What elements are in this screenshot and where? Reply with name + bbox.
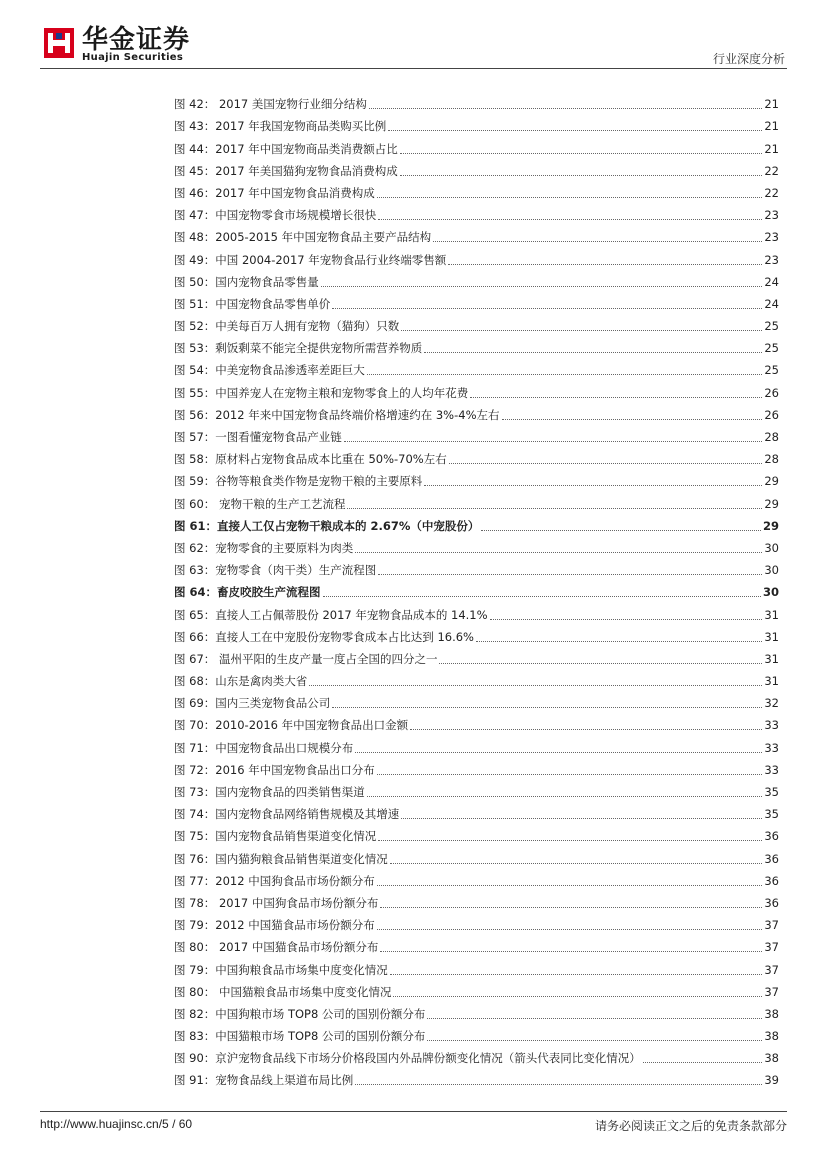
footer-rule bbox=[40, 1111, 787, 1112]
toc-entry-page: 31 bbox=[764, 629, 779, 644]
toc-entry[interactable] bbox=[174, 223, 779, 245]
toc-entry-page: 28 bbox=[764, 430, 779, 444]
toc-entry-page: 21 bbox=[764, 141, 779, 156]
toc-entry[interactable] bbox=[174, 955, 779, 977]
toc-entry-page: 23 bbox=[764, 208, 779, 223]
toc-dot-leader bbox=[367, 374, 763, 375]
toc-entry-label: 图 65：直接人工占佩蒂股份 2017 年宠物食品成本的 14.1% bbox=[174, 607, 488, 622]
toc-dot-leader bbox=[380, 951, 762, 952]
toc-entry-page: 38 bbox=[764, 1029, 779, 1044]
toc-entry-page: 24 bbox=[764, 274, 779, 289]
toc-entry-label: 图 46：2017 年中国宠物食品消费构成 bbox=[174, 185, 375, 200]
toc-dot-leader bbox=[380, 907, 762, 908]
toc-entry-label: 图 52：中美每百万人拥有宠物（猫狗）只数 bbox=[174, 319, 400, 334]
toc-entry-page: 26 bbox=[764, 407, 779, 422]
figure-index-list bbox=[174, 90, 779, 1088]
toc-entry-page: 38 bbox=[764, 1051, 779, 1066]
toc-dot-leader bbox=[427, 1040, 762, 1041]
toc-entry-page: 22 bbox=[764, 163, 779, 178]
toc-entry-page: 39 bbox=[764, 1073, 779, 1088]
brand-name-en: Huajin Securities bbox=[82, 52, 184, 63]
toc-dot-leader bbox=[369, 108, 762, 109]
toc-entry-page: 37 bbox=[764, 984, 779, 999]
toc-dot-leader bbox=[377, 929, 763, 930]
toc-entry-page: 37 bbox=[764, 940, 779, 955]
toc-entry-label: 图 73：国内宠物食品的四类销售渠道 bbox=[174, 785, 365, 799]
toc-entry[interactable] bbox=[174, 1066, 779, 1088]
toc-entry[interactable] bbox=[174, 179, 779, 201]
toc-entry-label: 图 66：直接人工在中宠股份宠物零食成本占比达到 16.6% bbox=[174, 629, 474, 644]
toc-entry[interactable] bbox=[174, 889, 779, 911]
toc-entry[interactable] bbox=[174, 401, 779, 423]
toc-entry-page: 37 bbox=[764, 918, 779, 933]
toc-entry[interactable] bbox=[174, 1044, 779, 1066]
header-rule bbox=[40, 68, 787, 69]
toc-entry[interactable] bbox=[174, 800, 779, 822]
toc-entry-page: 23 bbox=[764, 230, 779, 245]
toc-entry[interactable] bbox=[174, 822, 779, 844]
toc-entry-label: 图 43：2017 年我国宠物商品类购买比例 bbox=[174, 119, 387, 134]
toc-entry[interactable] bbox=[174, 600, 779, 622]
toc-dot-leader bbox=[355, 552, 762, 553]
toc-dot-leader bbox=[377, 885, 763, 886]
toc-entry[interactable] bbox=[174, 556, 779, 578]
toc-dot-leader bbox=[332, 308, 762, 309]
toc-entry-page: 26 bbox=[764, 385, 779, 400]
toc-dot-leader bbox=[378, 840, 762, 841]
toc-entry-label: 图 71：中国宠物食品出口规模分布 bbox=[174, 740, 354, 755]
toc-entry-page: 28 bbox=[764, 452, 779, 467]
toc-dot-leader bbox=[427, 1018, 762, 1019]
toc-entry-label: 图 90：京沪宠物食品线下市场分价格段国内外品牌份额变化情况（箭头代表同比变化情况） bbox=[174, 1051, 641, 1066]
toc-entry[interactable] bbox=[174, 689, 779, 711]
toc-entry-label: 图 78： 2017 中国狗食品市场份额分布 bbox=[174, 895, 379, 910]
toc-entry-page: 25 bbox=[764, 341, 779, 356]
toc-entry-label: 图 75：国内宠物食品销售渠道变化情况 bbox=[174, 829, 377, 844]
toc-entry-label: 图 68：山东是禽肉类大省 bbox=[174, 674, 308, 689]
toc-dot-leader bbox=[400, 175, 763, 176]
toc-dot-leader bbox=[481, 530, 761, 531]
toc-dot-leader bbox=[410, 729, 762, 730]
toc-entry-page: 21 bbox=[764, 119, 779, 134]
toc-dot-leader bbox=[401, 818, 762, 819]
toc-entry-label: 图 58：原材料占宠物食品成本比重在 50%-70%左右 bbox=[174, 452, 447, 467]
toc-entry-page: 31 bbox=[764, 651, 779, 666]
toc-entry-label: 图 80： 2017 中国猫食品市场份额分布 bbox=[174, 940, 379, 955]
toc-entry[interactable] bbox=[174, 445, 779, 467]
toc-entry-page: 33 bbox=[764, 740, 779, 755]
toc-dot-leader bbox=[378, 219, 762, 220]
toc-entry-page: 25 bbox=[764, 319, 779, 334]
toc-dot-leader bbox=[424, 485, 762, 486]
toc-entry-label: 图 82：中国狗粮市场 TOP8 公司的国别份额分布 bbox=[174, 1006, 426, 1021]
toc-dot-leader bbox=[344, 441, 763, 442]
toc-entry-label: 图 80： 中国猫粮食品市场集中度变化情况 bbox=[174, 984, 392, 999]
toc-entry-label: 图 45：2017 年美国猫狗宠物食品消费构成 bbox=[174, 163, 398, 178]
toc-entry-label: 图 63：宠物零食（肉干类）生产流程图 bbox=[174, 563, 377, 578]
toc-dot-leader bbox=[390, 974, 763, 975]
toc-entry-page: 30 bbox=[764, 563, 779, 578]
toc-entry[interactable] bbox=[174, 312, 779, 334]
footer-url-page-number[interactable]: http://www.huajinsc.cn/5 / 60 bbox=[40, 1117, 193, 1131]
toc-entry-label: 图 79：中国狗粮食品市场集中度变化情况 bbox=[174, 962, 388, 977]
toc-entry-label: 图 79：2012 中国猫食品市场份额分布 bbox=[174, 918, 375, 933]
toc-entry-page: 36 bbox=[764, 829, 779, 844]
page-header bbox=[40, 24, 787, 68]
toc-entry-label: 图 54：中美宠物食品渗透率差距巨大 bbox=[174, 363, 365, 378]
toc-entry-page: 35 bbox=[764, 807, 779, 822]
toc-entry-page: 23 bbox=[764, 252, 779, 267]
toc-dot-leader bbox=[367, 796, 763, 797]
toc-entry[interactable] bbox=[174, 134, 779, 156]
toc-entry[interactable] bbox=[174, 578, 779, 600]
toc-entry-page: 35 bbox=[764, 785, 779, 799]
toc-entry[interactable] bbox=[174, 112, 779, 134]
toc-entry[interactable] bbox=[174, 90, 779, 112]
toc-entry-label: 图 67： 温州平阳的生皮产量一度占全国的四分之一 bbox=[174, 651, 438, 666]
toc-entry-page: 33 bbox=[764, 718, 779, 733]
toc-dot-leader bbox=[401, 330, 762, 331]
toc-entry[interactable] bbox=[174, 1000, 779, 1022]
toc-entry-label: 图 57：一图看懂宠物食品产业链 bbox=[174, 430, 342, 444]
toc-entry-page: 25 bbox=[764, 363, 779, 378]
toc-entry-label: 图 44：2017 年中国宠物商品类消费额占比 bbox=[174, 141, 398, 156]
toc-entry[interactable] bbox=[174, 933, 779, 955]
toc-dot-leader bbox=[433, 241, 762, 242]
toc-entry-label: 图 48：2005-2015 年中国宠物食品主要产品结构 bbox=[174, 230, 432, 245]
toc-entry-page: 29 bbox=[764, 496, 779, 511]
report-type: 行业深度分析 bbox=[712, 52, 785, 66]
brand-name-cn: 华金证券 bbox=[82, 25, 191, 55]
toc-entry[interactable] bbox=[174, 334, 779, 356]
toc-entry-label: 图 56：2012 年来中国宠物食品终端价格增速约在 3%-4%左右 bbox=[174, 407, 500, 422]
toc-dot-leader bbox=[323, 596, 761, 597]
toc-dot-leader bbox=[390, 863, 763, 864]
toc-entry[interactable] bbox=[174, 512, 779, 534]
toc-dot-leader bbox=[377, 774, 763, 775]
footer-disclaimer: 请务必阅读正文之后的免责条款部分 bbox=[594, 1119, 787, 1133]
toc-entry[interactable] bbox=[174, 733, 779, 755]
toc-entry[interactable] bbox=[174, 645, 779, 667]
toc-dot-leader bbox=[490, 619, 763, 620]
toc-entry-page: 31 bbox=[764, 607, 779, 622]
toc-entry-page: 36 bbox=[764, 851, 779, 866]
toc-entry[interactable] bbox=[174, 356, 779, 378]
toc-entry[interactable] bbox=[174, 911, 779, 933]
toc-entry-page: 30 bbox=[764, 540, 779, 555]
toc-entry-label: 图 74：国内宠物食品网络销售规模及其增速 bbox=[174, 807, 400, 822]
toc-dot-leader bbox=[355, 752, 762, 753]
toc-entry[interactable] bbox=[174, 489, 779, 511]
toc-entry-page: 29 bbox=[764, 474, 779, 489]
toc-entry-page: 33 bbox=[764, 762, 779, 777]
toc-dot-leader bbox=[321, 286, 763, 287]
toc-dot-leader bbox=[502, 419, 763, 420]
toc-dot-leader bbox=[476, 641, 762, 642]
toc-entry-page: 36 bbox=[764, 873, 779, 888]
toc-entry-page: 29 bbox=[762, 518, 779, 533]
toc-entry-page: 36 bbox=[764, 895, 779, 910]
toc-dot-leader bbox=[377, 197, 763, 198]
toc-entry-label: 图 91：宠物食品线上渠道布局比例 bbox=[174, 1073, 354, 1088]
toc-entry[interactable] bbox=[174, 844, 779, 866]
toc-entry[interactable] bbox=[174, 1022, 779, 1044]
toc-entry-label: 图 72：2016 年中国宠物食品出口分布 bbox=[174, 762, 375, 777]
toc-entry[interactable] bbox=[174, 711, 779, 733]
toc-dot-leader bbox=[393, 996, 762, 997]
toc-entry-label: 图 76：国内猫狗粮食品销售渠道变化情况 bbox=[174, 851, 388, 866]
toc-dot-leader bbox=[309, 685, 762, 686]
toc-entry-page: 22 bbox=[764, 185, 779, 200]
toc-entry-label: 图 77：2012 中国狗食品市场份额分布 bbox=[174, 873, 375, 888]
huajin-logo-icon bbox=[44, 28, 74, 58]
toc-entry[interactable] bbox=[174, 667, 779, 689]
toc-entry-label: 图 60： 宠物干粮的生产工艺流程 bbox=[174, 496, 346, 511]
toc-dot-leader bbox=[400, 153, 763, 154]
toc-entry-label: 图 55：中国养宠人在宠物主粮和宠物零食上的人均年花费 bbox=[174, 385, 469, 400]
toc-dot-leader bbox=[424, 352, 762, 353]
toc-entry[interactable] bbox=[174, 867, 779, 889]
toc-entry-label: 图 49：中国 2004-2017 年宠物食品行业终端零售额 bbox=[174, 252, 447, 267]
toc-dot-leader bbox=[448, 264, 762, 265]
toc-entry-label: 图 61：直接人工仅占宠物干粮成本的 2.67%（中宠股份） bbox=[174, 518, 480, 533]
toc-entry[interactable] bbox=[174, 268, 779, 290]
toc-dot-leader bbox=[332, 707, 762, 708]
toc-entry-label: 图 62：宠物零食的主要原料为肉类 bbox=[174, 540, 354, 555]
toc-entry[interactable] bbox=[174, 978, 779, 1000]
toc-dot-leader bbox=[347, 508, 762, 509]
toc-entry-page: 24 bbox=[764, 296, 779, 311]
toc-entry-page: 30 bbox=[762, 585, 779, 600]
toc-entry[interactable] bbox=[174, 290, 779, 312]
toc-entry[interactable] bbox=[174, 623, 779, 645]
toc-entry-label: 图 64：畜皮咬胶生产流程图 bbox=[174, 585, 321, 600]
toc-entry-page: 37 bbox=[764, 962, 779, 977]
toc-dot-leader bbox=[449, 463, 763, 464]
toc-entry-page: 32 bbox=[764, 696, 779, 711]
toc-entry-label: 图 70：2010-2016 年中国宠物食品出口金额 bbox=[174, 718, 409, 733]
toc-entry-label: 图 47：中国宠物零食市场规模增长很快 bbox=[174, 208, 377, 223]
toc-entry-label: 图 69：国内三类宠物食品公司 bbox=[174, 696, 331, 711]
toc-entry-page: 38 bbox=[764, 1006, 779, 1021]
toc-dot-leader bbox=[470, 397, 762, 398]
toc-entry-label: 图 53：剩饭剩菜不能完全提供宠物所需营养物质 bbox=[174, 341, 423, 356]
toc-entry[interactable] bbox=[174, 378, 779, 400]
toc-entry-label: 图 59：谷物等粮食类作物是宠物干粮的主要原料 bbox=[174, 474, 423, 489]
toc-entry[interactable] bbox=[174, 467, 779, 489]
toc-entry[interactable] bbox=[174, 534, 779, 556]
toc-entry-label: 图 83：中国猫粮市场 TOP8 公司的国别份额分布 bbox=[174, 1029, 426, 1044]
toc-entry-label: 图 50：国内宠物食品零售量 bbox=[174, 274, 319, 289]
toc-entry[interactable] bbox=[174, 157, 779, 179]
toc-entry-page: 31 bbox=[764, 674, 779, 689]
toc-entry[interactable] bbox=[174, 245, 779, 267]
toc-entry-page: 21 bbox=[764, 97, 779, 112]
toc-entry-label: 图 51：中国宠物食品零售单价 bbox=[174, 296, 331, 311]
toc-dot-leader bbox=[378, 574, 762, 575]
toc-entry[interactable] bbox=[174, 778, 779, 800]
toc-dot-leader bbox=[388, 130, 762, 131]
toc-dot-leader bbox=[355, 1084, 762, 1085]
toc-dot-leader bbox=[643, 1062, 763, 1063]
toc-entry[interactable] bbox=[174, 423, 779, 445]
toc-entry-label: 图 42： 2017 美国宠物行业细分结构 bbox=[174, 97, 367, 112]
toc-dot-leader bbox=[439, 663, 762, 664]
toc-entry[interactable] bbox=[174, 201, 779, 223]
toc-entry[interactable] bbox=[174, 756, 779, 778]
